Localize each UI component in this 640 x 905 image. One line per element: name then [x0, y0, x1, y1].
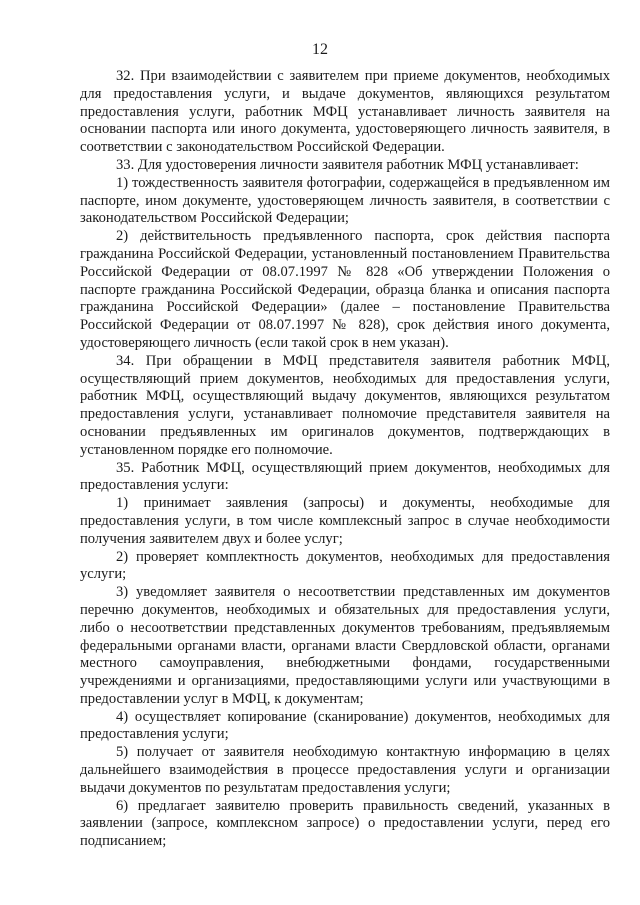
paragraph-35-item-3: 3) уведомляет заявителя о несоответствии представленных им документов перечню документов, необходимых и обязательных для предоставления услуги, либо о несоответствии представленных документов требованиям, предъявляемым федеральными органами власти, органами власти Свердловской области, органами местного самоуправления, внебюджетными фондами, государственными учреждениями и организациями, предоставляющими услуги или участвующими в предоставлении услуг в МФЦ, к документам; [80, 584, 610, 707]
paragraph-35-item-1: 1) принимает заявления (запросы) и документы, необходимые для предоставления услуги, в том числе комплексный запрос в случае необходимости получения заявителем двух и более услуг; [80, 495, 610, 547]
paragraph-35-item-2: 2) проверяет комплектность документов, необходимых для предоставления услуги; [80, 548, 610, 583]
paragraph-35: 35. Работник МФЦ, осуществляющий прием документов, необходимых для предоставления услуги: [80, 459, 610, 494]
document-body [80, 68, 610, 851]
paragraph-35-item-6: 6) предлагает заявителю проверить правильность сведений, указанных в заявлении (запросе, комплексном запросе) о предоставлении услуги, перед его подписанием; [80, 797, 610, 850]
paragraph-35-item-4: 4) осуществляет копирование (сканирование) документов, необходимых для предоставления услуги; [80, 708, 610, 743]
paragraph-33: 33. Для удостоверения личности заявителя работник МФЦ устанавливает: [116, 156, 579, 173]
paragraph-34: 34. При обращении в МФЦ представителя заявителя работник МФЦ, осуществляющий прием документов, необходимых для предоставления услуги, работник МФЦ, осуществляющий выдачу документов, являющихся результатом предоставления услуги, устанавливает полномочие представителя заявителя на основании предъявленных им оригиналов документов, подтверждающих в установленном порядке его полномочие. [80, 352, 610, 458]
page-number: 12 [312, 41, 328, 58]
paragraph-32: 32. При взаимодействии с заявителем при приеме документов, необходимых для предоставления услуги, и выдаче документов, являющихся результатом предоставления услуги, работник МФЦ устанавливает личность заявителя на основании паспорта или иного документа, удостоверяющего личность заявителя, в соответствии с законодательством Российской Федерации. [80, 68, 610, 156]
paragraph-33-item-2: 2) действительность предъявленного паспорта, срок действия паспорта гражданина Российской Федерации, установленный постановлением Правительства Российской Федерации от 08.07.1997 № 828 «Об утверждении Положения о паспорте гражданина Российской Федерации, образца бланка и описания паспорта гражданина Российской Федерации» (далее – постановление Правительства Российской Федерации от 08.07.1997 № 828), срок действия иного документа, удостоверяющего личность (если такой срок в нем указан). [80, 228, 610, 351]
paragraph-33-item-1: 1) тождественность заявителя фотографии, содержащейся в предъявленном им паспорте, ином документе, удостоверяющем личность заявителя, в соответствии с законодательством Российской Федерации; [80, 174, 610, 227]
paragraph-35-item-5: 5) получает от заявителя необходимую контактную информацию в целях дальнейшего взаимодействия в процессе предоставления услуги и организации выдачи документов по результатам предоставления услуги; [80, 744, 610, 796]
